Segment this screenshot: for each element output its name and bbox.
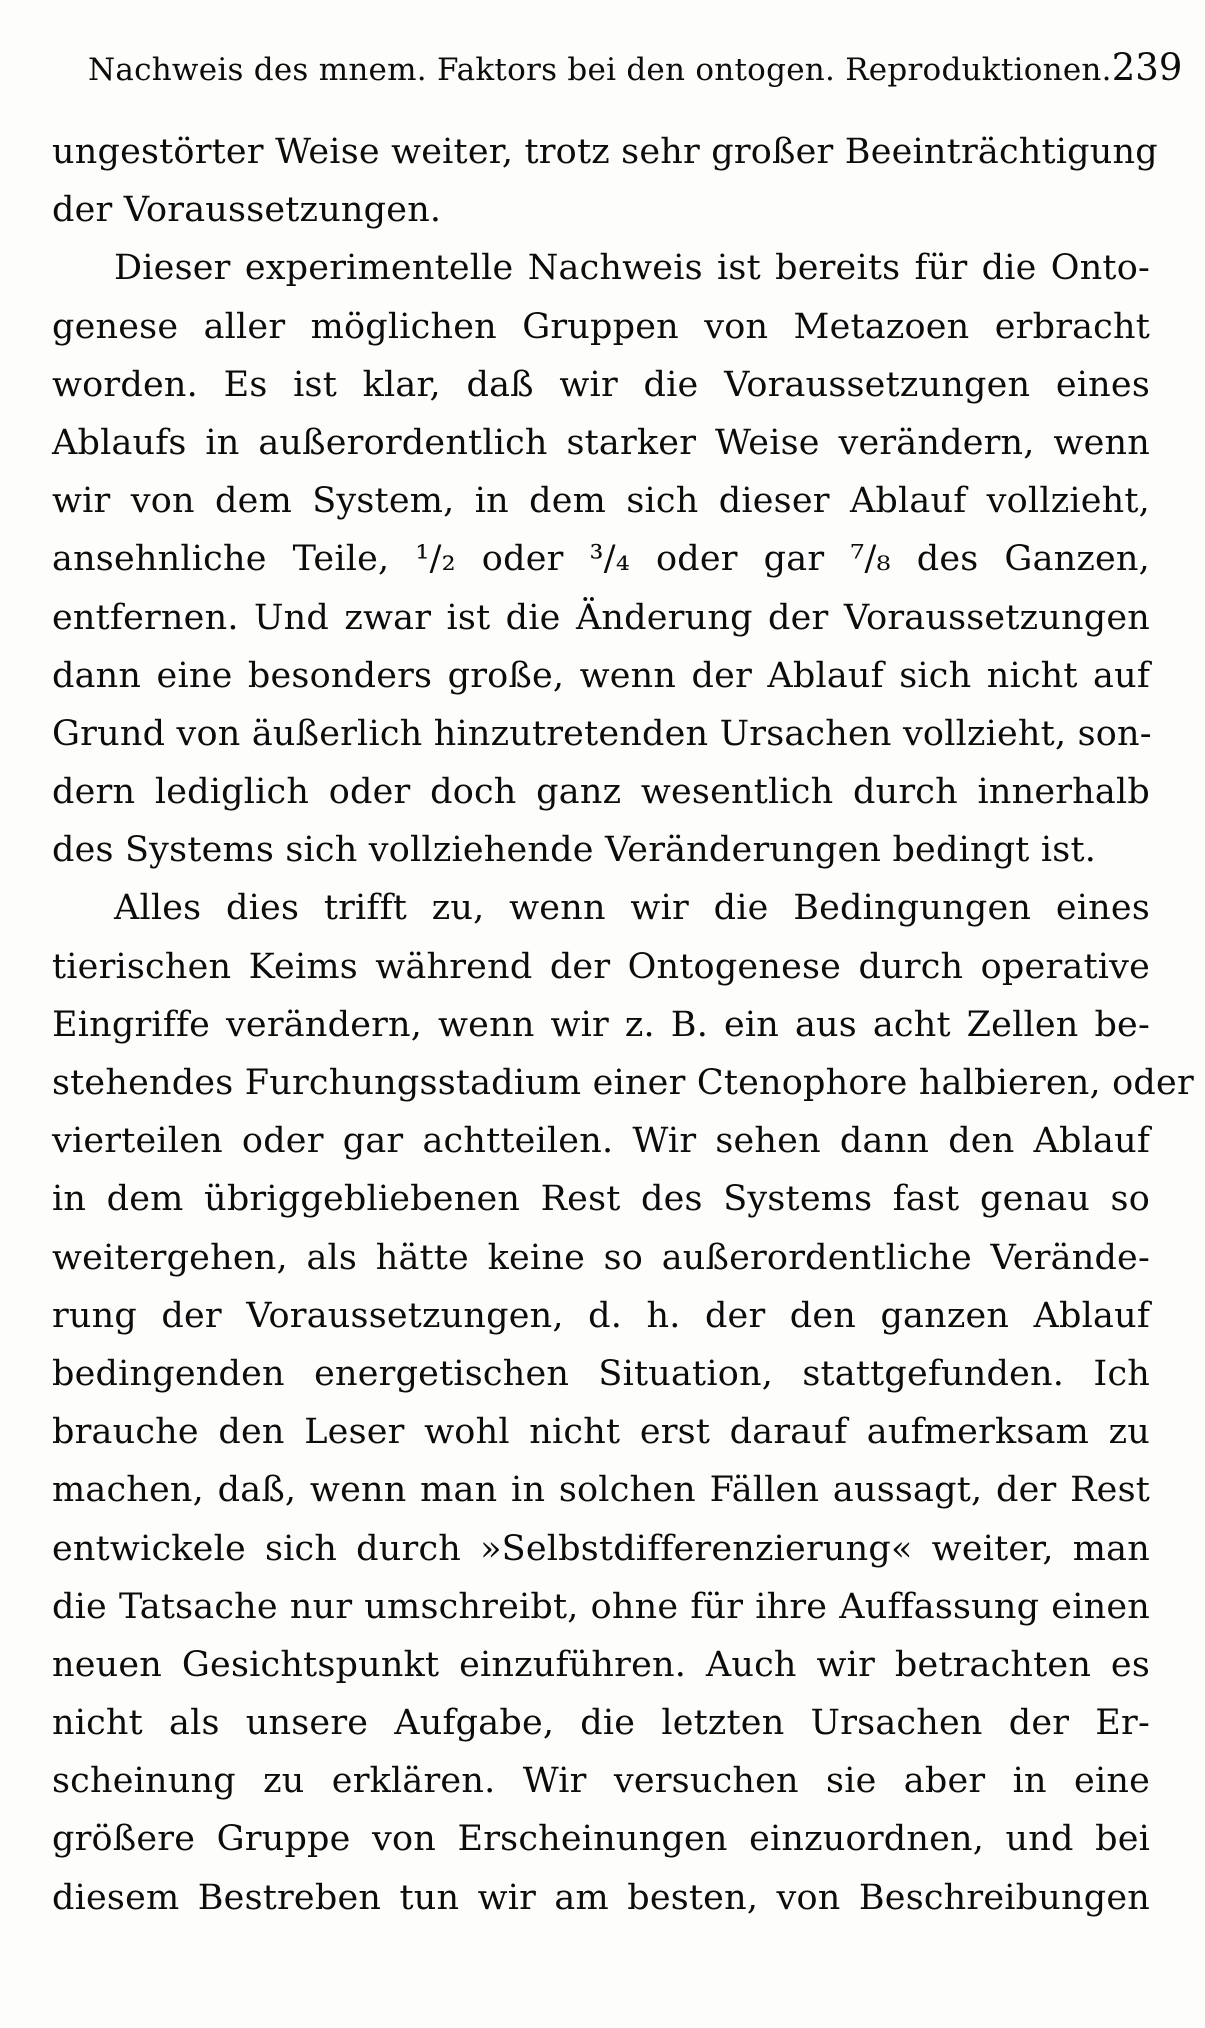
text-line: die Tatsache nur umschreibt, ohne für ihre Auffassung einen [52,1586,1150,1627]
text-line: genese aller möglichen Gruppen von Metazoen erbracht [52,306,1150,347]
paragraph-3 [52,879,1194,1926]
text-line: Grund von äußerlich hinzutretenden Ursachen vollzieht, son- [52,713,1152,754]
text-line: neuen Gesichtspunkt einzuführen. Auch wir betrachten es [52,1644,1150,1685]
paragraph-1 [52,123,1158,239]
text-line: Eingriffe verändern, wenn wir z. B. ein aus acht Zellen be- [52,1004,1150,1045]
body-text [52,123,1194,1927]
text-line: ungestörter Weise weiter, trotz sehr großer Beeinträchtigung [52,132,1158,172]
text-line: worden. Es ist klar, daß wir die Voraussetzungen eines [52,364,1150,405]
text-line: dann eine besonders große, wenn der Ablauf sich nicht auf [52,655,1150,696]
text-line: entwickele sich durch »Selbstdifferenzierung« weiter, man [52,1528,1150,1569]
text-line: Dieser experimentelle Nachweis ist bereits für die Onto- [114,248,1150,289]
text-line: ansehnliche Teile, ¹/₂ oder ³/₄ oder gar ⁷/₈ des Ganzen, [52,539,1150,580]
paragraph-2 [52,239,1150,879]
text-line: brauche den Leser wohl nicht erst darauf aufmerksam zu [52,1412,1150,1453]
text-line: dern lediglich oder doch ganz wesentlich durch innerhalb [52,772,1150,813]
text-line: bedingenden energetischen Situation, stattgefunden. Ich [52,1353,1150,1394]
running-header [88,46,1183,98]
text-line: nicht als unsere Aufgabe, die letzten Ursachen der Er- [52,1703,1150,1744]
text-line: weitergehen, als hätte keine so außerordentliche Verände- [52,1237,1150,1278]
text-line: machen, daß, wenn man in solchen Fällen aussagt, der Rest [52,1470,1150,1511]
text-line: Ablaufs in außerordentlich starker Weise verändern, wenn [52,422,1150,463]
text-line: scheinung zu erklären. Wir versuchen sie aber in eine [52,1761,1150,1802]
running-title: Nachweis des mnem. Faktors bei den ontogen. Reproduktionen. [88,52,1112,88]
text-line: stehendes Furchungsstadium einer Ctenophore halbieren, oder [52,1063,1194,1103]
text-line: Alles dies trifft zu, wenn wir die Bedingungen eines [114,888,1150,929]
text-line: der Voraussetzungen. [52,190,442,231]
page-number: 239 [1111,46,1183,89]
text-line: des Systems sich vollziehende Veränderungen bedingt ist. [52,830,1097,871]
text-line: größere Gruppe von Erscheinungen einzuordnen, und bei [52,1819,1150,1860]
text-line: tierischen Keims während der Ontogenese durch operative [52,946,1150,987]
text-line: entfernen. Und zwar ist die Änderung der Voraussetzungen [52,597,1150,638]
text-line: rung der Voraussetzungen, d. h. der den ganzen Ablauf [52,1295,1150,1336]
text-line: diesem Bestreben tun wir am besten, von Beschreibungen [52,1877,1150,1918]
text-line: in dem übriggebliebenen Rest des Systems fast genau so [52,1179,1150,1220]
text-line: wir von dem System, in dem sich dieser Ablauf vollzieht, [52,481,1150,522]
text-line: vierteilen oder gar achtteilen. Wir sehen dann den Ablauf [52,1121,1150,1162]
